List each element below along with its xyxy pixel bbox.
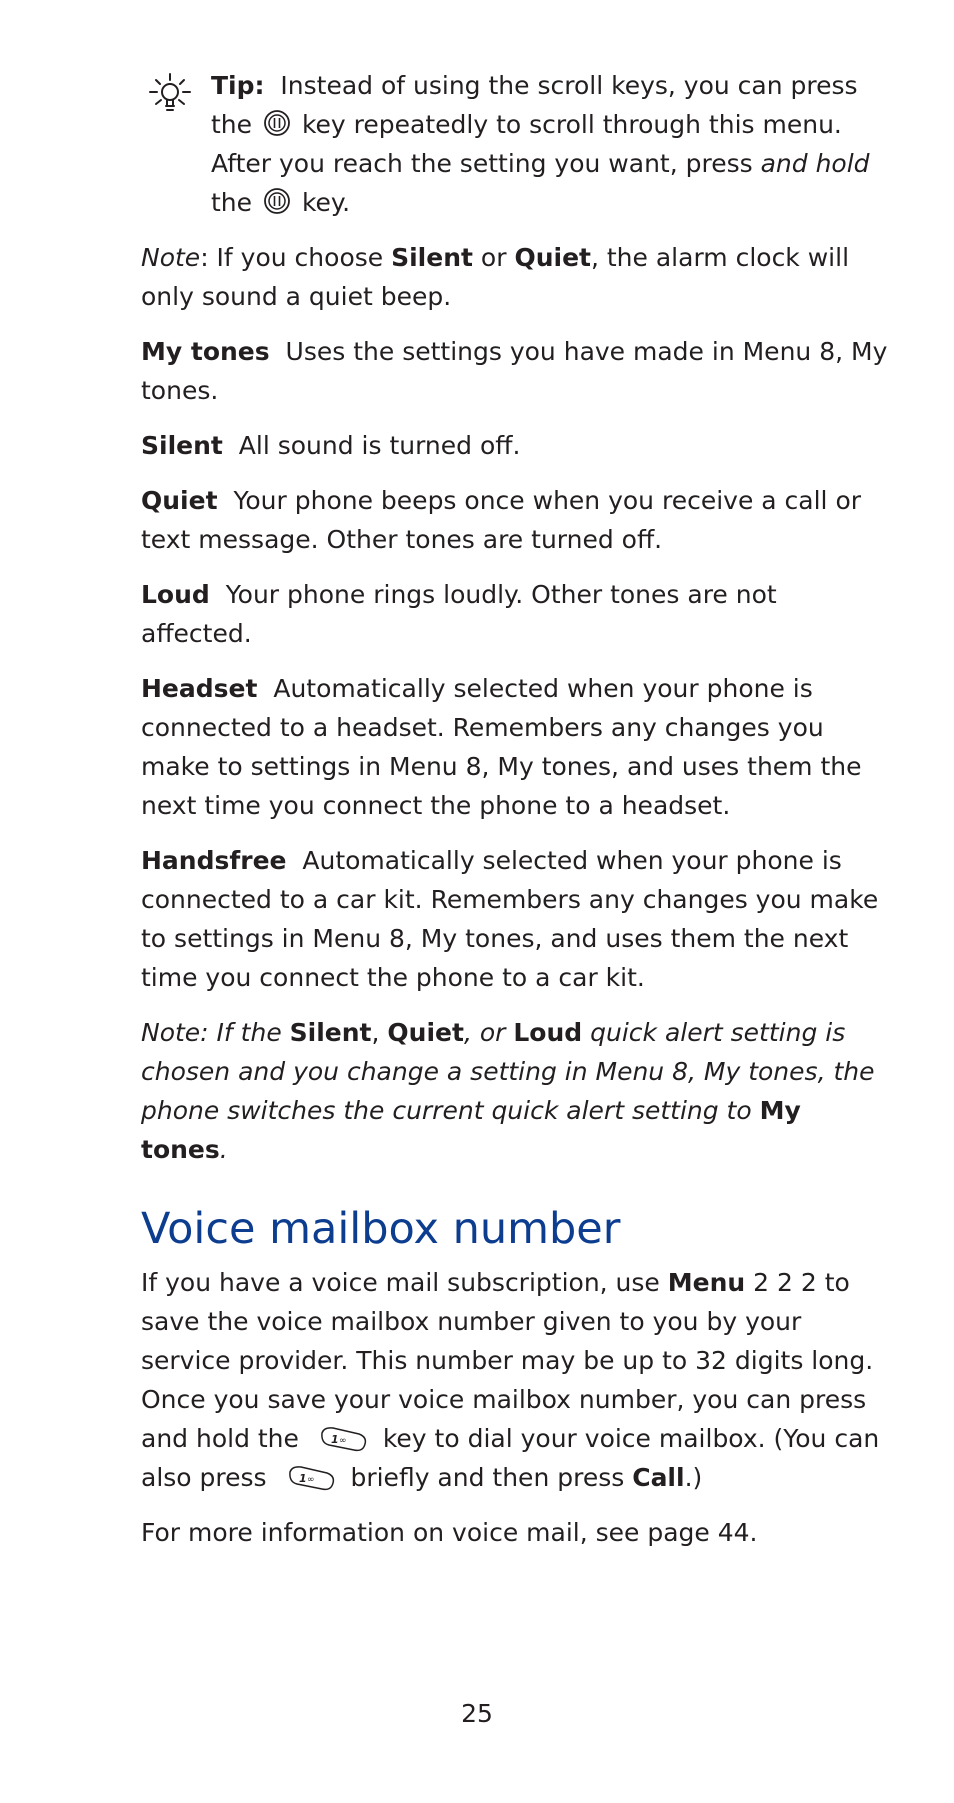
tip-line2-pre: the (211, 110, 253, 139)
one-key-icon (319, 1425, 369, 1455)
svg-text:∞: ∞ (338, 1436, 347, 1446)
note-or: or (480, 243, 507, 272)
section-heading: Voice mailbox number (141, 1204, 621, 1254)
note-alarm (141, 238, 891, 316)
note-quiet: Quiet (514, 243, 591, 272)
tip-line2-post: key repeatedly to scroll through this menu. (301, 110, 842, 139)
tip-line4-pre: the (211, 188, 253, 217)
note2-mid: quick alert setting is chosen and you change a setting in Menu 8, My tones, the phone switches the current quick alert setting to (141, 1018, 875, 1125)
note2-end: . (219, 1135, 228, 1164)
power-key-icon (263, 187, 291, 215)
entry-text: Automatically selected when your phone is connected to a car kit. Remembers any changes you make to settings in Menu 8, My tones, and uses them the next time you connect the phone to a car kit. (141, 846, 879, 992)
note2-my-tones: My tones (141, 1096, 801, 1164)
tip-label: Tip: (211, 71, 265, 100)
tip-text (211, 66, 891, 222)
page-number: 25 (461, 1699, 493, 1728)
note2-silent: Silent (289, 1018, 372, 1047)
voice-text-key: key to dial your voice mailbox. (You can also press (141, 1424, 880, 1492)
entry-term: Handsfree (141, 846, 287, 875)
voice-text-pre: If you have a voice mail subscription, use (141, 1268, 660, 1297)
entry-quiet (141, 481, 891, 559)
voice-text-end: .) (684, 1463, 703, 1492)
tip-block (141, 66, 891, 222)
note2-pre: Note: If the (141, 1018, 282, 1047)
tip-line1: Instead of using the scroll keys, you can press (280, 71, 858, 100)
entry-term: Quiet (141, 486, 218, 515)
one-key-icon (287, 1464, 337, 1494)
note2-or: , or (463, 1018, 506, 1047)
entry-text: Automatically selected when your phone is connected to a headset. Remembers any changes you make to settings in Menu 8, My tones, and uses them the next time you connect the phone to a headset. (141, 674, 862, 820)
entry-handsfree (141, 841, 891, 997)
entry-my-tones (141, 332, 891, 410)
voice-menu: Menu (667, 1268, 746, 1297)
note2-loud: Loud (513, 1018, 583, 1047)
svg-text:∞: ∞ (306, 1475, 315, 1485)
entry-term: Silent (141, 431, 223, 460)
voice-call: Call (632, 1463, 685, 1492)
note2-quiet: Quiet (387, 1018, 464, 1047)
note-silent: Silent (391, 243, 473, 272)
note-label: Note (141, 243, 201, 272)
entry-term: Headset (141, 674, 258, 703)
page-content (141, 66, 891, 1568)
voice-text-briefly: briefly and then press (350, 1463, 625, 1492)
entry-term: My tones (141, 337, 270, 366)
power-key-icon (263, 109, 291, 137)
entry-loud (141, 575, 891, 653)
entry-term: Loud (141, 580, 210, 609)
voice-more-info: For more information on voice mail, see page 44. (141, 1518, 758, 1547)
entry-headset (141, 669, 891, 825)
voice-paragraph (141, 1263, 891, 1497)
svg-text:1: 1 (330, 1433, 339, 1446)
note-quick-alert (141, 1013, 891, 1169)
note2-comma: , (371, 1018, 380, 1047)
tip-line4-post: key. (301, 188, 351, 217)
entry-text: Your phone rings loudly. Other tones are not affected. (141, 580, 777, 648)
note-text: : If you choose (200, 243, 384, 272)
entry-text: All sound is turned off. (238, 431, 521, 460)
entry-text: Your phone beeps once when you receive a call or text message. Other tones are turned off. (141, 486, 862, 554)
tip-line3-emphasis: and hold (760, 149, 870, 178)
tip-line3-pre: After you reach the setting you want, press (211, 149, 753, 178)
entry-silent (141, 426, 891, 465)
entry-text: Uses the settings you have made in Menu 8, My tones. (141, 337, 888, 405)
voice-text-mid: 2 2 2 to save the voice mailbox number given to you by your service provider. This number may be up to 32 digits long. Once you save your voice mailbox number, you can press and hold the (141, 1268, 874, 1453)
lightbulb-icon (147, 72, 193, 118)
note-text-end: , the alarm clock will only sound a quiet beep. (141, 243, 850, 311)
svg-text:1: 1 (298, 1472, 307, 1485)
